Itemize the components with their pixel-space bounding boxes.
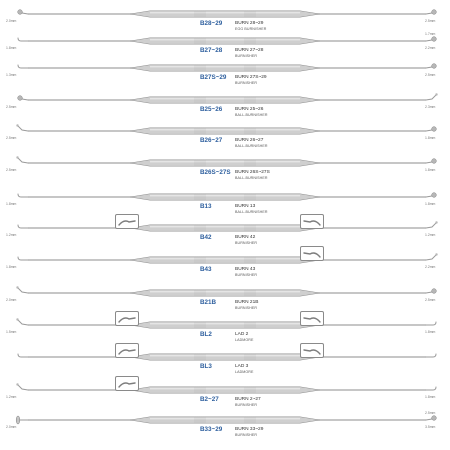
instrument-name: BURN 27~28 bbox=[235, 48, 264, 53]
instrument-illustration bbox=[0, 248, 450, 282]
left-tip-size: 2.5mm bbox=[6, 136, 17, 140]
instrument-handle bbox=[130, 417, 320, 423]
instrument-row bbox=[0, 119, 450, 153]
instrument-illustration bbox=[0, 408, 450, 442]
right-tip-size: 2.5mm bbox=[425, 73, 436, 77]
right-working-tip bbox=[426, 193, 436, 198]
left-tip-size: 1.2mm bbox=[6, 233, 17, 237]
instrument-name: BURN 13 bbox=[235, 204, 256, 209]
instrument-name: BURN 25~26 bbox=[235, 107, 264, 112]
left-working-tip bbox=[16, 124, 28, 131]
instrument-illustration bbox=[0, 281, 450, 315]
left-tip-size: 1.3mm bbox=[6, 73, 17, 77]
instrument-code: B26~27 bbox=[200, 137, 223, 144]
left-working-tip bbox=[18, 10, 28, 15]
instrument-description: BURNISHER bbox=[235, 433, 258, 437]
instrument-handle bbox=[130, 160, 320, 166]
instrument-handle bbox=[130, 65, 320, 71]
left-tip-size: 1.8mm bbox=[6, 265, 17, 269]
left-tip-closeup bbox=[115, 343, 139, 358]
instrument-description: BURNISHER bbox=[235, 306, 258, 310]
instrument-handle bbox=[130, 38, 320, 44]
instrument-illustration bbox=[0, 378, 450, 412]
right-tip-size: 2.2mm bbox=[425, 46, 436, 50]
instrument-name: BURN 21B bbox=[235, 300, 259, 305]
instrument-name: BURN 2~27 bbox=[235, 397, 261, 402]
right-working-tip bbox=[426, 37, 436, 42]
right-working-tip bbox=[426, 10, 436, 15]
left-tip-closeup bbox=[115, 376, 139, 391]
right-tip-size: 2.2mm bbox=[425, 265, 436, 269]
instrument-handle bbox=[130, 225, 320, 231]
instrument-description: EGG BURNISHER bbox=[235, 27, 267, 31]
instrument-row bbox=[0, 408, 450, 442]
instrument-row bbox=[0, 313, 450, 347]
right-tip-closeup bbox=[300, 214, 324, 229]
instrument-row bbox=[0, 88, 450, 122]
instrument-row bbox=[0, 345, 450, 379]
left-working-tip bbox=[18, 194, 28, 197]
right-tip-closeup bbox=[300, 343, 324, 358]
left-working-tip bbox=[16, 416, 28, 424]
instrument-row bbox=[0, 248, 450, 282]
instrument-code: B33~29 bbox=[200, 426, 223, 433]
instrument-name: BURN 27S~29 bbox=[235, 75, 267, 80]
instrument-illustration bbox=[0, 313, 450, 347]
right-tip-closeup bbox=[300, 311, 324, 326]
instrument-row bbox=[0, 185, 450, 219]
left-working-tip bbox=[18, 225, 28, 228]
left-tip-size: 1.5mm bbox=[6, 330, 17, 334]
left-tip-closeup bbox=[115, 311, 139, 326]
instrument-name: LAD 2 bbox=[235, 332, 249, 337]
instrument-handle bbox=[130, 97, 320, 103]
right-working-tip bbox=[426, 416, 436, 421]
right-tip-closeup bbox=[300, 246, 324, 261]
left-working-tip bbox=[18, 65, 28, 68]
instrument-code: BL3 bbox=[200, 363, 212, 370]
instrument-illustration bbox=[0, 88, 450, 122]
left-tip-size: 2.5mm bbox=[6, 105, 17, 109]
right-working-tip bbox=[426, 93, 438, 100]
left-working-tip bbox=[18, 38, 28, 41]
instrument-handle bbox=[130, 322, 320, 328]
right-tip-size: 1.8mm bbox=[425, 330, 436, 334]
instrument-illustration bbox=[0, 56, 450, 90]
left-tip-size: 1.8mm bbox=[6, 202, 17, 206]
instrument-row bbox=[0, 216, 450, 250]
instrument-illustration bbox=[0, 345, 450, 379]
right-working-tip bbox=[426, 221, 438, 228]
right-working-tip bbox=[426, 387, 436, 390]
instrument-description: BALL-BURNISHER bbox=[235, 144, 268, 148]
extra-tip-size: 2.5mm bbox=[425, 411, 436, 415]
left-tip-closeup bbox=[115, 214, 139, 229]
instrument-row bbox=[0, 378, 450, 412]
instrument-row bbox=[0, 281, 450, 315]
right-tip-size: 1.8mm bbox=[425, 136, 436, 140]
instrument-code: B26S~27S bbox=[200, 169, 231, 176]
left-working-tip bbox=[16, 383, 28, 390]
instrument-code: B42 bbox=[200, 234, 212, 241]
right-working-tip bbox=[426, 253, 438, 260]
left-working-tip bbox=[18, 96, 28, 101]
instrument-description: BURNISHER bbox=[235, 403, 258, 407]
left-working-tip bbox=[16, 286, 28, 293]
instrument-name: BURN 43 bbox=[235, 267, 256, 272]
instrument-code: B21B bbox=[200, 299, 217, 306]
left-tip-size: 2.0mm bbox=[6, 425, 17, 429]
instrument-name: BURN 33~29 bbox=[235, 427, 264, 432]
left-tip-size: 1.2mm bbox=[6, 395, 17, 399]
instrument-code: BL2 bbox=[200, 331, 212, 338]
instrument-illustration bbox=[0, 119, 450, 153]
right-working-tip bbox=[426, 127, 436, 132]
left-working-tip bbox=[16, 318, 28, 325]
right-working-tip bbox=[426, 322, 436, 325]
right-tip-size: 1.8mm bbox=[425, 168, 436, 172]
right-tip-size: 1.2mm bbox=[425, 233, 436, 237]
instrument-name: BURN 42 bbox=[235, 235, 256, 240]
instrument-illustration bbox=[0, 216, 450, 250]
instrument-handle bbox=[130, 194, 320, 200]
instrument-code: B13 bbox=[200, 203, 212, 210]
extra-tip-size: 1.7mm bbox=[425, 32, 436, 36]
right-working-tip bbox=[426, 159, 436, 164]
left-tip-size: 2.0mm bbox=[6, 298, 17, 302]
left-working-tip bbox=[18, 257, 28, 260]
instrument-description: LADMORE bbox=[235, 338, 254, 342]
instrument-description: LADMORE bbox=[235, 370, 254, 374]
instrument-code: B28~29 bbox=[200, 20, 223, 27]
instrument-code: B43 bbox=[200, 266, 212, 273]
right-working-tip bbox=[426, 289, 436, 294]
instrument-description: BURNISHER bbox=[235, 81, 258, 85]
left-working-tip bbox=[16, 156, 28, 163]
instrument-name: BURN 26S~27S bbox=[235, 170, 270, 175]
instrument-name: BURN 26~27 bbox=[235, 138, 264, 143]
instrument-handle bbox=[130, 387, 320, 393]
left-working-tip bbox=[18, 354, 28, 357]
instrument-name: BURN 28~29 bbox=[235, 21, 264, 26]
right-tip-size: 1.8mm bbox=[425, 202, 436, 206]
instrument-description: BURNISHER bbox=[235, 273, 258, 277]
right-tip-size: 2.3mm bbox=[425, 105, 436, 109]
instrument-description: BURNISHER bbox=[235, 54, 258, 58]
instrument-handle bbox=[130, 290, 320, 296]
instrument-code: B2~27 bbox=[200, 396, 219, 403]
instrument-row bbox=[0, 151, 450, 185]
instrument-description: BALL-BURNISHER bbox=[235, 113, 268, 117]
instrument-description: BURNISHER bbox=[235, 241, 258, 245]
instrument-name: LAD 3 bbox=[235, 364, 249, 369]
right-tip-size: 2.5mm bbox=[425, 298, 436, 302]
instrument-handle bbox=[130, 128, 320, 134]
right-working-tip bbox=[426, 64, 436, 69]
instrument-row bbox=[0, 56, 450, 90]
instrument-illustration bbox=[0, 185, 450, 219]
instrument-illustration bbox=[0, 151, 450, 185]
right-tip-size: 2.5mm bbox=[425, 19, 436, 23]
instrument-description: BALL-BURNISHER bbox=[235, 210, 268, 214]
instrument-description: BALL-BURNISHER bbox=[235, 176, 268, 180]
right-tip-size: 1.8mm bbox=[425, 395, 436, 399]
instrument-code: B27~28 bbox=[200, 47, 223, 54]
left-tip-size: 2.0mm bbox=[6, 19, 17, 23]
instrument-handle bbox=[130, 11, 320, 17]
instrument-code: B27S~29 bbox=[200, 74, 227, 81]
right-working-tip bbox=[426, 354, 436, 357]
instrument-handle bbox=[130, 354, 320, 360]
left-tip-size: 2.5mm bbox=[6, 168, 17, 172]
instrument-handle bbox=[130, 257, 320, 263]
right-tip-size: 3.5mm bbox=[425, 425, 436, 429]
instrument-code: B25~26 bbox=[200, 106, 223, 113]
left-tip-size: 1.8mm bbox=[6, 46, 17, 50]
